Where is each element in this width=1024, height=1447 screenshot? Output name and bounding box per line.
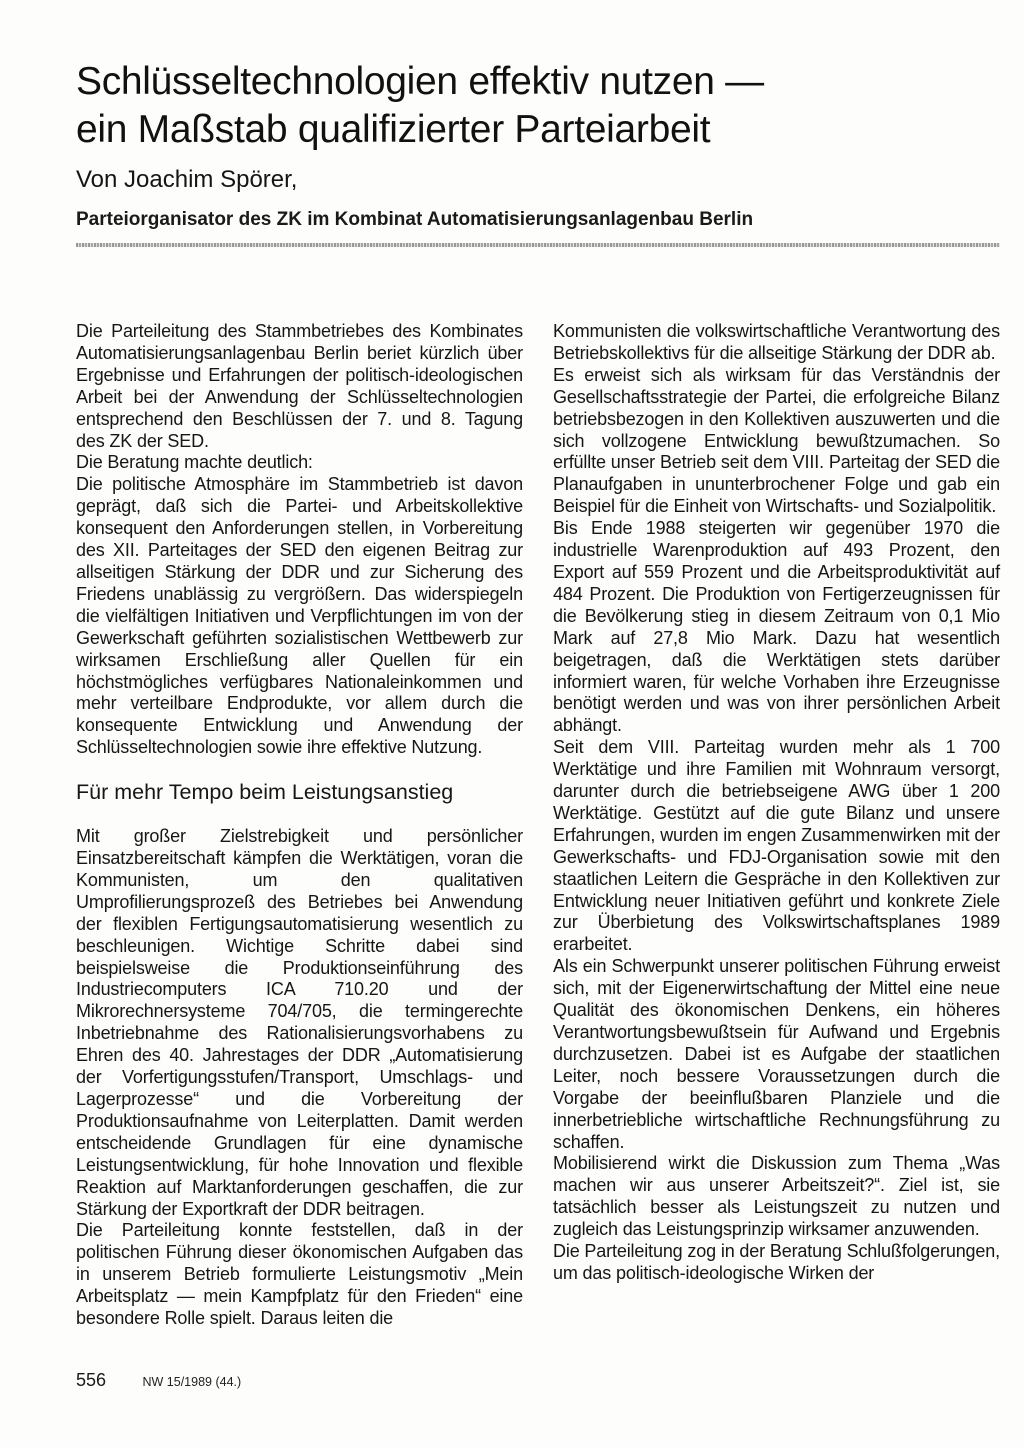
title-line-1: Schlüsseltechnologien effektiv nutzen — [76,60,764,103]
author-affiliation: Parteiorganisator des ZK im Kombinat Automatisierungsanlagenbau Berlin [76,209,754,230]
right-column [553,321,1000,1285]
page-footer [76,1370,241,1391]
paragraph: Die politische Atmosphäre im Stammbetrieb ist davon geprägt, daß sich die Partei- und Arbeitskollektive konsequent den Anforderungen stellen, in Vorbereitung des XII. Parteitages der SED den eigenen Beitrag zur allseitigen Stärkung der DDR und zur Sicherung des Friedens unablässig zu vergrößern. Das widerspiegeln die vielfältigen Initiativen und Verpflichtungen im von der Gewerkschaft geführten sozialistischen Wettbewerb zur wirksamen Erschließung aller Quellen für ein höchstmögliches verfügbares Nationaleinkommen und mehr verteilbare Endprodukte, vor allem durch die konsequente Entwicklung und Anwendung der Schlüsseltechnologien sowie ihre effektive Nutzung. [76,474,523,758]
paragraph: Die Beratung machte deutlich: [76,452,313,473]
paragraph: Bis Ende 1988 steigerten wir gegenüber 1970 die industrielle Warenproduktion auf 493 Prozent, den Export auf 559 Prozent und die Arbeitsproduktivität auf 484 Prozent. Die Produktion von Fertigerzeugnissen für die Bevölkerung stieg in diesem Zeitraum von 0,1 Mio Mark auf 27,8 Mio Mark. Dazu hat wesentlich beigetragen, daß die Werktätigen stets darüber informiert waren, für welche Vorhaben ihre Erzeugnisse benötigt werden und was von ihrer persönlichen Arbeit abhängt. [553,518,1000,736]
paragraph: Die Parteileitung des Stammbetriebes des Kombinates Automatisierungsanlagenbau Berlin beriet kürzlich über Ergebnisse und Erfahrungen der politisch-ideologischen Arbeit bei der Anwendung der Schlüsseltechnologien entsprechend den Beschlüssen der 7. und 8. Tagung des ZK der SED. [76,321,523,451]
left-column [76,321,523,1330]
paragraph: Mit großer Zielstrebigkeit und persönlicher Einsatzbereitschaft kämpfen die Werktätigen, voran die Kommunisten, um den qualitativen Umprofilierungsprozeß des Betriebes bei Anwendung der flexiblen Fertigungsautomatisierung wesentlich zu beschleunigen. Wichtige Schritte dabei sind beispielsweise die Produktionseinführung des Industriecomputers ICA 710.20 und der Mikrorechnersysteme 704/705, die termingerechte Inbetriebnahme des Rationalisierungsvorhabens zu Ehren des 40. Jahrestages der DDR „Automatisierung der Vorfertigungsstufen/Transport, Umschlags- und Lagerprozesse“ und die Vorbereitung der Produktionsaufnahme von Leiterplatten. Damit werden entscheidende Grundlagen für eine dynamische Leistungsentwicklung, für hohe Innovation und flexible Reaktion auf Marktanforderungen geschaffen, die zur Stärkung der Exportkraft der DDR beitragen. [76,826,523,1219]
paragraph: Die Parteileitung zog in der Beratung Schlußfolgerungen, um das politisch-ideologische Wirken der [553,1241,1000,1283]
issue-reference: NW 15/1989 (44.) [142,1375,242,1389]
paragraph: Mobilisierend wirkt die Diskussion zum Thema „Was machen wir aus unserer Arbeitszeit?“. Ziel ist, sie tatsächlich besser als Leistungszeit zu nutzen und zugleich das Leistungsprinzip wirksamer anzuwenden. [553,1153,1000,1240]
paragraph: Es erweist sich als wirksam für das Verständnis der Gesellschaftsstrategie der Partei, die erfolgreiche Bilanz betriebsbezogen in den Kollektiven auszuwerten und die sich vollzogene Entwicklung bewußtzumachen. So erfüllte unser Betrieb seit dem VIII. Parteitag der SED die Planaufgaben in ununterbrochener Folge und gab ein Beispiel für die Einheit von Wirtschafts- und Sozialpolitik. [553,364,1000,517]
title-line-2: ein Maßstab qualifizierter Parteiarbeit [76,108,711,151]
article-title [76,58,976,154]
paragraph: Als ein Schwerpunkt unserer politischen Führung erweist sich, mit der Eigenerwirtschaftung der Mittel eine neue Qualität des ökonomischen Denkens, ein höheres Verantwortungsbewußtsein für Aufwand und Ergebnis durchzusetzen. Dabei ist es Aufgabe der staatlichen Leiter, noch bessere Voraussetzungen durch die Vorgabe der beeinflußbaren Planziele und die innerbetriebliche wirtschaftliche Rechnungsführung zu schaffen. [553,956,1000,1152]
header-divider [76,243,1000,247]
paragraph: Die Parteileitung konnte feststellen, daß in der politischen Führung dieser ökonomischen Aufgaben das in unserem Betrieb formulierte Leistungsmotiv „Mein Arbeitsplatz — mein Kampfplatz für den Frieden“ eine besondere Rolle spielt. Daraus leiten die [76,1220,523,1329]
section-heading: Für mehr Tempo beim Leistungsanstieg [76,780,454,805]
page-number: 556 [76,1370,107,1390]
paragraph: Kommunisten die volkswirtschaftliche Verantwortung des Betriebskollektivs für die allseitige Stärkung der DDR ab. [553,321,1000,363]
paragraph: Seit dem VIII. Parteitag wurden mehr als 1 700 Werktätige und ihre Familien mit Wohnraum versorgt, darunter durch die betriebseigene AWG über 1 200 Werktätige. Gestützt auf die gute Bilanz und unsere Erfahrungen, wurden im engen Zusammenwirken mit der Gewerkschafts- und FDJ-Organisation sowie mit den staatlichen Leitern die Gespräche in den Kollektiven zur Entwicklung neuer Initiativen geführt und konkrete Ziele zur Überbietung des Volkswirtschaftsplanes 1989 erarbeitet. [553,737,1000,955]
author-byline: Von Joachim Spörer, [76,166,298,193]
